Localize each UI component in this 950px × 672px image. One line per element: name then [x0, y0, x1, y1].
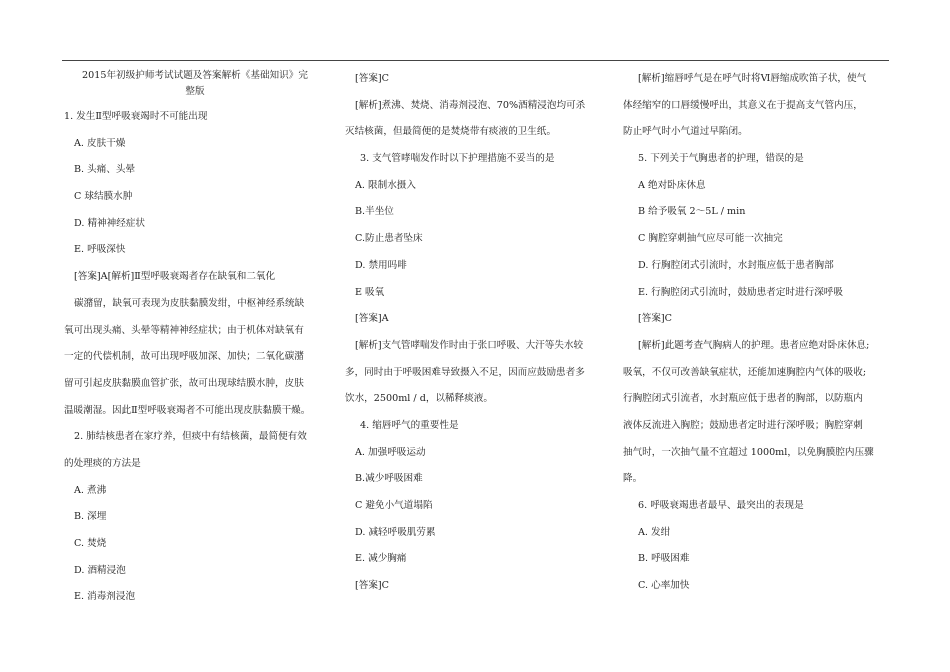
- option: A. 加强呼吸运动: [355, 446, 426, 458]
- question-6: 6. 呼吸衰竭患者最早、最突出的表现是: [638, 500, 804, 511]
- column-1: [64, 66, 326, 611]
- option: A. 皮肤干燥: [74, 137, 126, 149]
- question-4: 4. 缩唇呼气的重要性是: [360, 419, 459, 431]
- header-rule: [62, 60, 889, 61]
- option: E. 减少胸痛: [355, 553, 407, 565]
- answer-line: [答案]C: [355, 73, 390, 84]
- option: A. 发绀: [638, 526, 671, 538]
- explanation-line: 一定的代偿机制，故可出现呼吸加深、加快；二氧化碳潴: [64, 351, 304, 363]
- option: B 给予吸氧 2～5L / min: [638, 206, 746, 218]
- document-title: 2015年初级护师考试试题及答案解析《基础知识》完: [82, 70, 308, 81]
- option: C 避免小气道塌陷: [355, 500, 433, 511]
- option: A. 限制水摄入: [355, 179, 416, 191]
- option: B.减少呼吸困难: [355, 473, 423, 485]
- explanation-line: 防止呼气时小气道过早陷闭。: [623, 126, 748, 138]
- option: B.半坐位: [355, 206, 394, 218]
- option: C. 焚烧: [74, 538, 107, 549]
- explanation-line: [解析]煮沸、焚烧、消毒剂浸泡、70%酒精浸泡均可杀: [355, 99, 586, 111]
- answer-line: [答案]A: [355, 313, 389, 325]
- explanation-line: 降。: [623, 473, 643, 485]
- explanation-line: 温暖潮湿。因此Ⅱ型呼吸衰竭者不可能出现皮肤黏膜干燥。: [64, 404, 311, 416]
- option: E. 行胸腔闭式引流时，鼓励患者定时进行深呼吸: [638, 286, 843, 298]
- explanation-line: [解析]此题考查气胸病人的护理。患者应绝对卧床休息;: [638, 339, 870, 351]
- question-5: 5. 下列关于气胸患者的护理，错误的是: [638, 153, 804, 165]
- explanation-line: 液体反流进入胸腔；鼓励患者定时进行深呼吸；胸腔穿刺: [623, 419, 863, 431]
- option: C 胸腔穿刺抽气应尽可能一次抽完: [638, 233, 783, 245]
- option: D. 行胸腔闭式引流时，水封瓶应低于患者胸部: [638, 259, 834, 271]
- explanation-line: 抽气时，一次抽气量不宜超过 1000ml，以免胸膜腔内压骤: [623, 446, 874, 458]
- option: D. 精神神经症状: [74, 217, 146, 229]
- option: C.防止患者坠床: [355, 233, 423, 245]
- question-3: 3. 支气管哮喘发作时以下护理措施不妥当的是: [360, 153, 555, 165]
- column-3: [623, 66, 893, 600]
- option: E. 消毒剂浸泡: [74, 591, 136, 603]
- option: A 绝对卧床休息: [638, 179, 706, 191]
- explanation-line: 灭结核菌，但最简便的是焚烧带有痰液的卫生纸。: [345, 126, 557, 138]
- explanation-line: 行胸腔闭式引流者，水封瓶应低于患者的胸部，以防瓶内: [623, 393, 863, 405]
- column-2: [345, 66, 613, 600]
- explanation-line: 留可引起皮肤黏膜血管扩张，故可出现球结膜水肿，皮肤: [64, 377, 304, 389]
- option: D. 酒精浸泡: [74, 564, 126, 576]
- answer-line: [答案]C: [638, 313, 673, 325]
- explanation-line: 多，同时由于呼吸困难导致摄入不足，因而应鼓励患者多: [345, 366, 585, 378]
- document-title-continued: 整版: [185, 86, 205, 97]
- explanation-line: [解析]支气管哮喘发作时由于张口呼吸、大汗等失水较: [355, 339, 584, 351]
- answer-line: [答案]A[解析]Ⅱ型呼吸衰竭者存在缺氧和二氧化: [74, 271, 276, 283]
- question-2-continued: 的处理痰的方法是: [64, 457, 141, 469]
- option: E. 呼吸深快: [74, 244, 126, 256]
- option: D. 禁用吗啡: [355, 259, 407, 271]
- option: B. 头痛、头晕: [74, 164, 136, 176]
- option: E 吸氧: [355, 286, 385, 298]
- option: A. 煮沸: [74, 484, 107, 496]
- question-1: 1. 发生Ⅱ型呼吸衰竭时不可能出现: [64, 111, 208, 122]
- answer-line: [答案]C: [355, 580, 390, 592]
- option: C. 心率加快: [638, 580, 690, 592]
- explanation-line: [解析]缩唇呼气是在呼气时将Ⅵ唇缩成吹笛子状，使气: [638, 73, 867, 84]
- option: B. 呼吸困难: [638, 553, 690, 565]
- explanation-line: 氧可出现头痛、头晕等精神神经症状；由于机体对缺氧有: [64, 324, 304, 336]
- option: C 球结膜水肿: [74, 191, 133, 203]
- explanation-line: 饮水，2500ml / d，以稀释痰液。: [345, 393, 493, 405]
- explanation-line: 碳潴留，缺氧可表现为皮肤黏膜发绀，中枢神经系统缺: [74, 297, 305, 309]
- explanation-line: 体经缩窄的口唇缓慢呼出，其意义在于提高支气管内压，: [623, 99, 863, 111]
- explanation-line: 吸氧，不仅可改善缺氧症状，还能加速胸腔内气体的吸收;: [623, 366, 867, 378]
- option: D. 减轻呼吸肌劳累: [355, 526, 436, 538]
- option: B. 深埋: [74, 511, 107, 523]
- question-2: 2. 肺结核患者在家疗养，但痰中有结核菌，最简便有效: [74, 431, 307, 443]
